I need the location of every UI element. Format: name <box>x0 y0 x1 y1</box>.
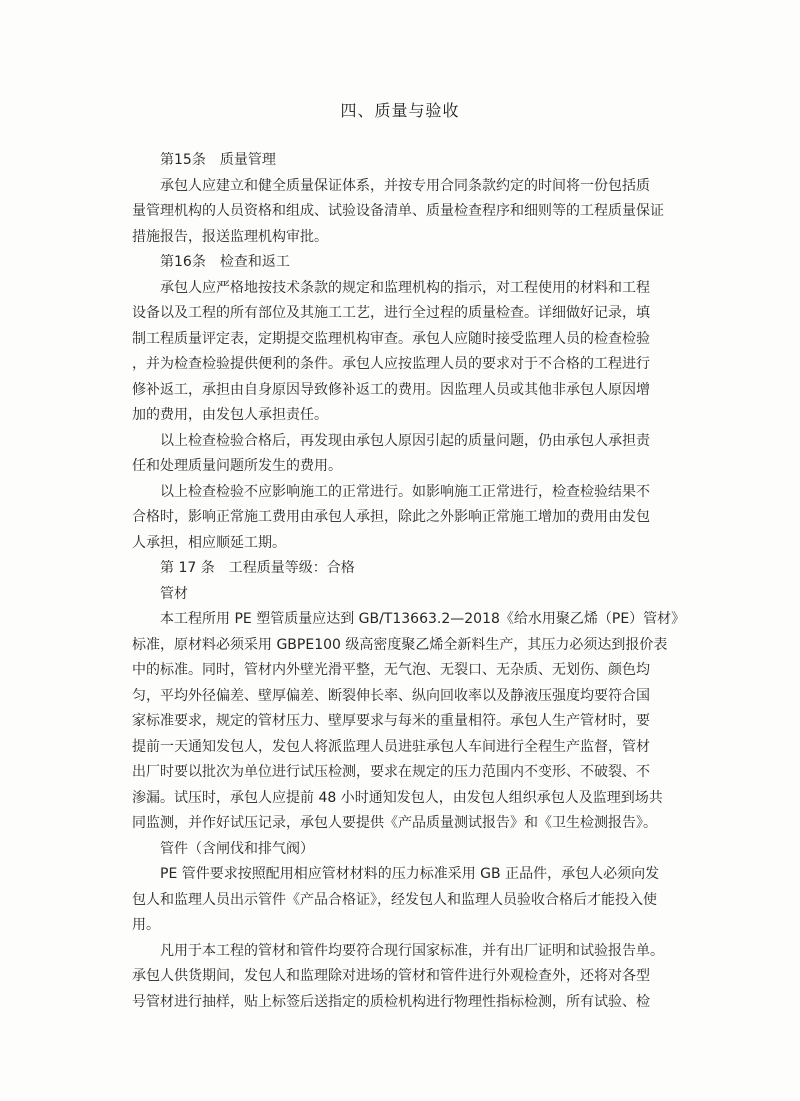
paragraph-line: 标准，原材料必须采用 GBPE100 级高密度聚乙烯全新料生产，其压力必须达到报价表 <box>132 636 668 653</box>
paragraph-line: 凡用于本工程的管材和管件均要符合现行国家标准，并有出厂证明和试验报告单。 <box>160 942 664 959</box>
paragraph-line: PE 管件要求按照配用相应管材材料的压力标准采用 GB 正品件，承包人必须向发 <box>160 866 660 882</box>
paragraph-line: 本工程所用 PE 塑管质量应达到 GB/T13663.2—2018《给水用聚乙烯（PE）管材》 <box>160 611 686 627</box>
paragraph-line: 渗漏。试压时，承包人应提前 48 小时通知发包人，由发包人组织承包人及监理到场共 <box>132 789 663 806</box>
paragraph-line: 家标准要求，规定的管材压力、壁厚要求与每米的重量相符。承包人生产管材时，要 <box>132 713 650 729</box>
paragraph-line: 设备以及工程的所有部位及其施工工艺，进行全过程的质量检查。详细做好记录，填 <box>132 305 650 321</box>
paragraph-line: 号管材进行抽样，贴上标签后送指定的质检机构进行物理性指标检测，所有试验、检 <box>132 993 650 1010</box>
body-text <box>132 148 712 1015</box>
paragraph-line: 合格时，影响正常施工费用由承包人承担，除此之外影响正常施工增加的费用由发包 <box>132 509 650 525</box>
paragraph-line: 措施报告，报送监理机构审批。 <box>132 228 328 245</box>
paragraph-line: 制工程质量评定表，定期提交监理机构审查。承包人应随时接受监理人员的检查检验 <box>132 330 650 347</box>
paragraph-line: 匀，平均外径偏差、壁厚偏差、断裂伸长率、纵向回收率以及静液压强度均要符合国 <box>132 687 650 704</box>
paragraph-line: ，并为检查检验提供便利的条件。承包人应按监理人员的要求对于不合格的工程进行 <box>132 356 650 372</box>
paragraph-line: 承包人应建立和健全质量保证体系，并按专用合同条款约定的时间将一份包括质 <box>160 177 650 194</box>
paragraph-line: 包人和监理人员出示管件《产品合格证》，经发包人和监理人员验收合格后才能投入使 <box>132 891 657 908</box>
article-heading-15: 第15条 质量管理 <box>160 152 276 168</box>
subheading-fittings: 管件（含闸伐和排气阀） <box>160 840 314 857</box>
paragraph-line: 中的标准。同时，管材内外壁光滑平整，无气泡、无裂口、无杂质、无划伤、颜色均 <box>132 662 650 678</box>
paragraph-line: 提前一天通知发包人，发包人将派监理人员进驻承包人车间进行全程生产监督，管材 <box>132 738 650 755</box>
paragraph-line: 修补返工，承担由自身原因导致修补返工的费用。因监理人员或其他非承包人原因增 <box>132 381 650 398</box>
subheading-pipe: 管材 <box>160 585 188 602</box>
paragraph-line: 以上检查检验合格后，再发现由承包人原因引起的质量问题，仍由承包人承担责 <box>160 432 650 449</box>
paragraph-line: 承包人供货期间，发包人和监理除对进场的管材和管件进行外观检查外，还将对各型 <box>132 968 650 984</box>
paragraph-line: 出厂时要以批次为单位进行试压检测，要求在规定的压力范围内不变形、不破裂、不 <box>132 764 650 780</box>
paragraph-line: 加的费用，由发包人承担责任。 <box>132 407 328 423</box>
paragraph-line: 用。 <box>132 917 160 933</box>
paragraph-line: 任和处理质量问题所发生的费用。 <box>132 458 342 474</box>
article-heading-16: 第16条 检查和返工 <box>160 254 290 270</box>
paragraph-line: 以上检查检验不应影响施工的正常进行。如影响施工正常进行，检查检验结果不 <box>160 483 650 500</box>
paragraph-line: 承包人应严格地按技术条款的规定和监理机构的指示，对工程使用的材料和工程 <box>160 279 650 296</box>
paragraph-line: 量管理机构的人员资格和组成、试验设备清单、质量检查程序和细则等的工程质量保证 <box>132 203 664 219</box>
article-heading-17: 第 17 条 工程质量等级：合格 <box>160 560 355 576</box>
section-title: 四、质量与验收 <box>340 101 460 120</box>
paragraph-line: 同监测，并作好试压记录，承包人要提供《产品质量测试报告》和《卫生检测报告》。 <box>132 815 657 831</box>
paragraph-line: 人承担，相应顺延工期。 <box>132 534 286 551</box>
